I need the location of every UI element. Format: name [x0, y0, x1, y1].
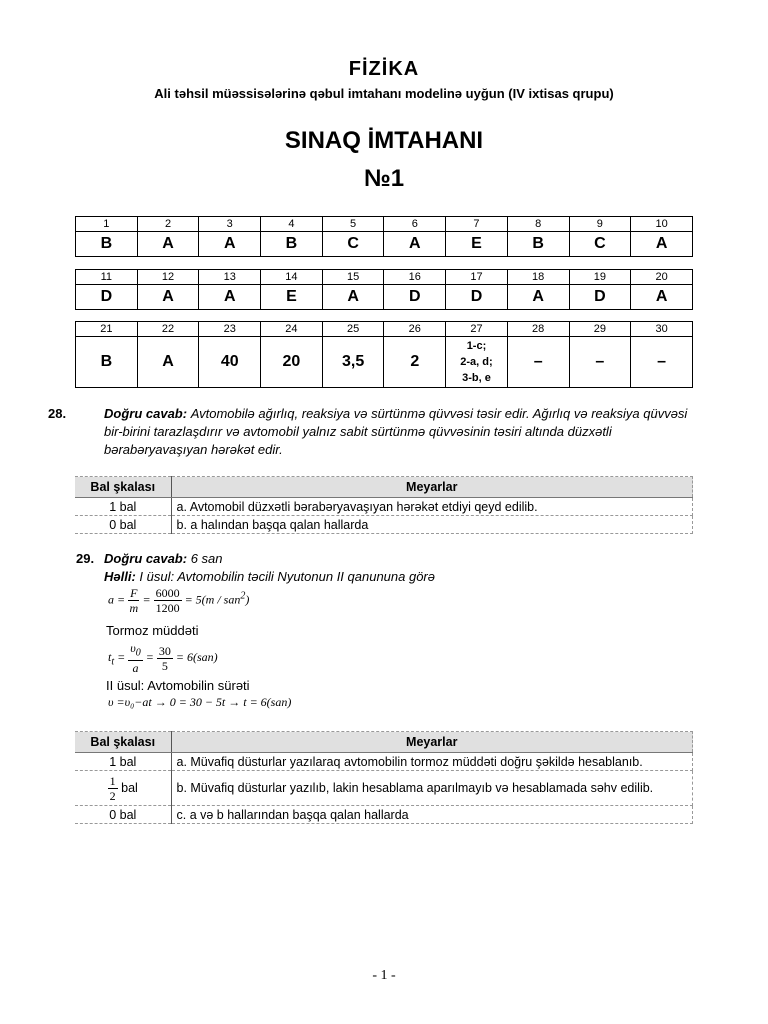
scale-cell: 0 bal [75, 516, 171, 534]
criteria-cell: b. a halından başqa qalan hallarda [171, 516, 693, 534]
formula-part: t [108, 649, 112, 664]
answer-number: 11 [76, 270, 138, 285]
scale-cell: 0 bal [75, 806, 171, 824]
denominator: m [129, 601, 139, 615]
fraction [128, 586, 139, 615]
method-1-text: I üsul: Avtomobilin təcili Nyutonun II qanununa görə [139, 569, 435, 584]
answer-number: 18 [507, 270, 569, 285]
answer-numbers-row [76, 322, 693, 337]
answer-value: 40 [199, 337, 261, 388]
question-29 [76, 550, 696, 586]
answer-value-matching: 1-c; 2-a, d; 3-b, e [446, 337, 508, 388]
exam-title: SINAQ İMTAHANI [284, 127, 484, 154]
denominator: 2 [109, 788, 116, 803]
answer-value: A [384, 232, 446, 257]
answer-number: 15 [322, 270, 384, 285]
answer-value: B [507, 232, 569, 257]
table-row [75, 516, 693, 534]
answer-values-row [76, 337, 693, 388]
answer-value: D [76, 285, 138, 310]
fraction [157, 644, 173, 673]
formula-part: = [145, 649, 154, 664]
correct-answer-label: Doğru cavab: [104, 551, 188, 566]
answer-number: 16 [384, 270, 446, 285]
table-row [75, 771, 693, 806]
answer-value: A [137, 232, 199, 257]
answer-number: 13 [199, 270, 261, 285]
answer-number: 24 [261, 322, 323, 337]
fraction [108, 774, 118, 803]
score-header-row [75, 477, 693, 498]
question-28-answer: Avtomobilə ağırlıq, reaksiya və sürtünmə qüvvəsi təsir edir. Ağırlıq və reaksiya qüvvəsi bir-birini tarazlaşdırır və avtomobil yalnız sabit sürtünmə qüvvəsinin təsiri altında düzxətli bərabəryavaşıyan hərəkət edir. [104, 406, 688, 457]
fraction [154, 586, 182, 615]
question-29-answer: 6 san [190, 551, 223, 566]
formula-velocity: υ =υ₀−at → 0 = 30 − 5t → t = 6(san) [108, 695, 292, 709]
criteria-header: Meyarlar [171, 477, 693, 498]
answer-value: A [199, 232, 261, 257]
table-row [75, 806, 693, 824]
question-28 [48, 405, 696, 459]
scale-header: Bal şkalası [75, 477, 171, 498]
formula-part: = [117, 649, 126, 664]
page-number: - 1 - [372, 968, 396, 983]
answer-number: 10 [631, 217, 693, 232]
formula-acceleration [108, 586, 249, 615]
answer-number: 6 [384, 217, 446, 232]
subject-title: FİZİKA [348, 58, 420, 80]
answer-value: A [322, 285, 384, 310]
numerator: 6000 [155, 586, 180, 600]
exponent: 2 [240, 590, 246, 602]
answer-number: 4 [261, 217, 323, 232]
answer-number: 5 [322, 217, 384, 232]
answer-number: 23 [199, 322, 261, 337]
numerator: F [130, 586, 138, 600]
criteria-cell: b. Müvafiq düsturlar yazılıb, lakin hesablama aparılmayıb və hesablamada səhv edilib. [171, 771, 693, 806]
answer-value: B [76, 337, 138, 388]
answer-number: 2 [137, 217, 199, 232]
answer-value: A [199, 285, 261, 310]
answer-number: 21 [76, 322, 138, 337]
criteria-cell: a. Avtomobil düzxətli bərabəryavaşıyan hərəkət etdiyi qeyd edilib. [171, 498, 693, 516]
scale-cell: 1 bal [75, 753, 171, 771]
answer-value: E [261, 285, 323, 310]
table-row [75, 498, 693, 516]
formula-braking-time [108, 641, 218, 675]
numerator: 1 [109, 773, 116, 788]
scale-header: Bal şkalası [75, 732, 171, 753]
answer-number: 25 [322, 322, 384, 337]
denominator: 5 [161, 658, 168, 673]
answer-values-row [76, 232, 693, 257]
answer-value: E [446, 232, 508, 257]
denominator: a [132, 661, 139, 676]
exam-number: №1 [363, 165, 405, 192]
answer-value: A [137, 337, 199, 388]
answer-value: 20 [261, 337, 323, 388]
answer-value: A [137, 285, 199, 310]
answer-number: 12 [137, 270, 199, 285]
answer-number: 26 [384, 322, 446, 337]
score-table-29 [75, 731, 693, 824]
formula-part: ) [245, 592, 250, 607]
numerator: 30 [158, 643, 171, 658]
answer-value: – [569, 337, 631, 388]
answer-value: B [261, 232, 323, 257]
answer-values-row [76, 285, 693, 310]
answer-number: 22 [137, 322, 199, 337]
answer-value: A [507, 285, 569, 310]
answer-value: C [569, 232, 631, 257]
braking-time-label: Tormoz müddəti [106, 623, 199, 638]
answer-value: A [631, 232, 693, 257]
answer-table-2 [75, 269, 693, 310]
scale-unit: bal [121, 780, 138, 795]
answer-value: D [384, 285, 446, 310]
answer-number: 14 [261, 270, 323, 285]
answer-numbers-row [76, 270, 693, 285]
criteria-cell: c. a və b hallarından başqa qalan hallarda [171, 806, 693, 824]
subscript: t [111, 656, 115, 668]
formula-part: = 6(san) [175, 649, 218, 664]
answer-number: 19 [569, 270, 631, 285]
answer-value: 2 [384, 337, 446, 388]
answer-number: 9 [569, 217, 631, 232]
answer-value: B [76, 232, 138, 257]
answer-number: 27 [446, 322, 508, 337]
answer-number: 20 [631, 270, 693, 285]
correct-answer-label: Doğru cavab: [104, 406, 188, 421]
scale-cell: 1 bal [75, 498, 171, 516]
answer-value: D [446, 285, 508, 310]
numerator: υ [130, 641, 136, 655]
denominator: 1200 [155, 601, 180, 615]
subscript: 0 [135, 647, 141, 659]
fraction [128, 641, 143, 675]
answer-value: A [631, 285, 693, 310]
subtitle: Ali təhsil müəssisələrinə qəbul imtahanı modelinə uyğun (IV ixtisas qrupu) [154, 86, 614, 101]
question-28-text-block [48, 405, 696, 459]
answer-number: 29 [569, 322, 631, 337]
formula-part: a = [108, 592, 126, 607]
formula-part: = 5(m / san [184, 592, 241, 607]
solution-label: Həlli: [104, 569, 136, 584]
score-table-28 [75, 476, 693, 534]
scale-cell-half [75, 771, 171, 806]
answer-value: D [569, 285, 631, 310]
answer-table-3 [75, 321, 693, 388]
answer-numbers-row [76, 217, 693, 232]
answer-number: 28 [507, 322, 569, 337]
answer-number: 8 [507, 217, 569, 232]
formula-part: = [142, 592, 151, 607]
answer-value: 3,5 [322, 337, 384, 388]
answer-table-1 [75, 216, 693, 257]
score-header-row [75, 732, 693, 753]
answer-number: 1 [76, 217, 138, 232]
question-number: 29. [76, 551, 95, 566]
answer-number: 17 [446, 270, 508, 285]
answer-value: C [322, 232, 384, 257]
question-number: 28. [48, 406, 67, 421]
table-row [75, 753, 693, 771]
answer-number: 7 [446, 217, 508, 232]
answer-number: 30 [631, 322, 693, 337]
criteria-header: Meyarlar [171, 732, 693, 753]
answer-value: – [507, 337, 569, 388]
criteria-cell: a. Müvafiq düsturlar yazılaraq avtomobilin tormoz müddəti doğru şəkildə hesablanıb. [171, 753, 693, 771]
answer-number: 3 [199, 217, 261, 232]
answer-value: – [631, 337, 693, 388]
method-2-text: II üsul: Avtomobilin sürəti [106, 678, 250, 693]
